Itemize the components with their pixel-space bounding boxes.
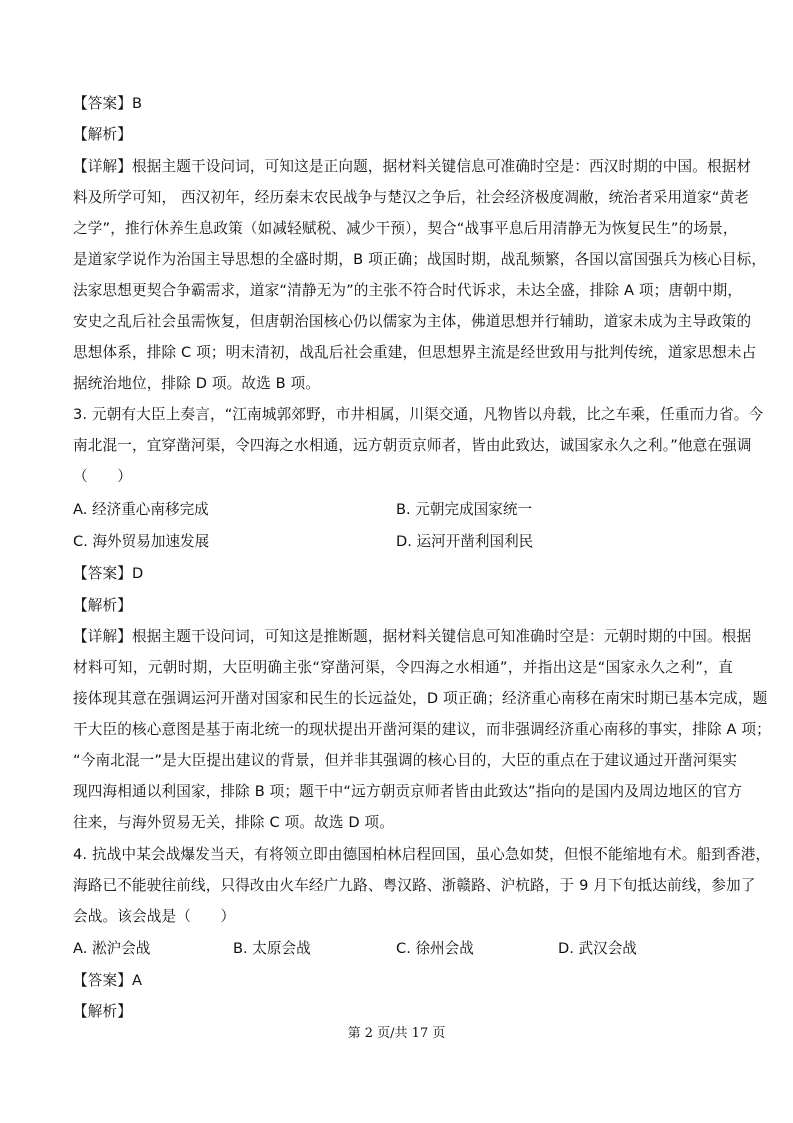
detail-line: 料及所学可知， 西汉初年，经历秦末农民战争与楚汉之争后，社会经济极度凋敝，统治者采用道家“黄老 <box>73 189 749 206</box>
option-d: D. 运河开凿利国利民 <box>396 533 534 550</box>
option-a: A. 经济重心南移完成 <box>73 501 209 518</box>
option-b: B. 元朝完成国家统一 <box>396 501 533 518</box>
detail-line: 安史之乱后社会虽需恢复，但唐朝治国核心仍以儒家为主体，佛道思想并行辅助，道家未成为主导政策的 <box>73 313 752 330</box>
detail-line: 据统治地位，排除 D 项。故选 B 项。 <box>73 375 321 392</box>
answer-label: 【答案】B <box>73 95 143 112</box>
detail-line: 材料可知，元朝时期，大臣明确主张“穿凿河渠，令四海之水相通”，并指出这是“国家永久之利”，直 <box>73 659 733 676</box>
page-footer: 第 2 页/共 17 页 <box>347 1026 446 1041</box>
detail-line: 往来，与海外贸易无关，排除 C 项。故选 D 项。 <box>73 814 395 831</box>
answer-label: 【答案】A <box>73 972 143 989</box>
question-stem-line: 会战。该会战是（ ） <box>73 908 236 925</box>
option-a: A. 淞沪会战 <box>73 940 151 957</box>
option-d: D. 武汉会战 <box>558 940 637 957</box>
analysis-label: 【解析】 <box>73 126 132 143</box>
question-stem-line: 3. 元朝有大臣上奏言，“江南城郭郊野，市井相属，川渠交通，凡物皆以舟载，比之车乘，任重而力省。今 <box>73 406 764 423</box>
detail-line: 现四海相通以利国家，排除 B 项；题干中“远方朝贡京师者皆由此致达”指向的是国内及周边地区的官方 <box>73 783 743 800</box>
option-c: C. 海外贸易加速发展 <box>73 533 210 550</box>
detail-line: 之学”，推行休养生息政策（如减轻赋税、减少干预），契合“战事平息后用清静无为恢复民生”的场景， <box>73 220 738 237</box>
detail-line: 干大臣的核心意图是基于南北统一的现状提出开凿河渠的建议，而非强调经济重心南移的事实，排除 A 项； <box>73 721 771 738</box>
detail-line: 思想体系，排除 C 项；明末清初，战乱后社会重建，但思想界主流是经世致用与批判传统，道家思想未占 <box>73 344 757 361</box>
detail-line: “今南北混一”是大臣提出建议的背景，但并非其强调的核心目的，大臣的重点在于建议通过开凿河渠实 <box>73 752 738 769</box>
detail-line: 接体现其意在强调运河开凿对国家和民生的长远益处，D 项正确；经济重心南移在南宋时期已基本完成，题 <box>73 690 768 707</box>
detail-line: 法家思想更契合争霸需求，道家“清静无为”的主张不符合时代诉求，未达全盛，排除 A 项；唐朝中期， <box>73 282 743 299</box>
detail-line: 【详解】根据主题干设问词，可知这是正向题，据材料关键信息可准确时空是：西汉时期的中国。根据材 <box>73 158 752 175</box>
answer-label: 【答案】D <box>73 565 144 582</box>
question-stem-line: （ ） <box>73 468 132 485</box>
option-c: C. 徐州会战 <box>396 940 474 957</box>
analysis-label: 【解析】 <box>73 597 132 614</box>
option-b: B. 太原会战 <box>233 940 311 957</box>
analysis-label: 【解析】 <box>73 1003 132 1020</box>
question-stem-line: 海路已不能驶往前线，只得改由火车经广九路、粤汉路、浙赣路、沪杭路，于 9 月下旬抵达前线，参加了 <box>73 877 756 894</box>
detail-line: 【详解】根据主题干设问词，可知这是推断题，据材料关键信息可知准确时空是：元朝时期的中国。根据 <box>73 628 752 645</box>
detail-line: 是道家学说作为治国主导思想的全盛时期，B 项正确；战国时期，战乱频繁，各国以富国强兵为核心目标， <box>73 251 767 268</box>
question-stem-line: 南北混一，宜穿凿河渠，令四海之水相通，远方朝贡京师者，皆由此致达，诚国家永久之利。”他意在强调 <box>73 437 752 454</box>
question-stem-line: 4. 抗战中某会战爆发当天，有将领立即由德国柏林启程回国，虽心急如焚，但恨不能缩地有术。船到香港， <box>73 846 771 863</box>
